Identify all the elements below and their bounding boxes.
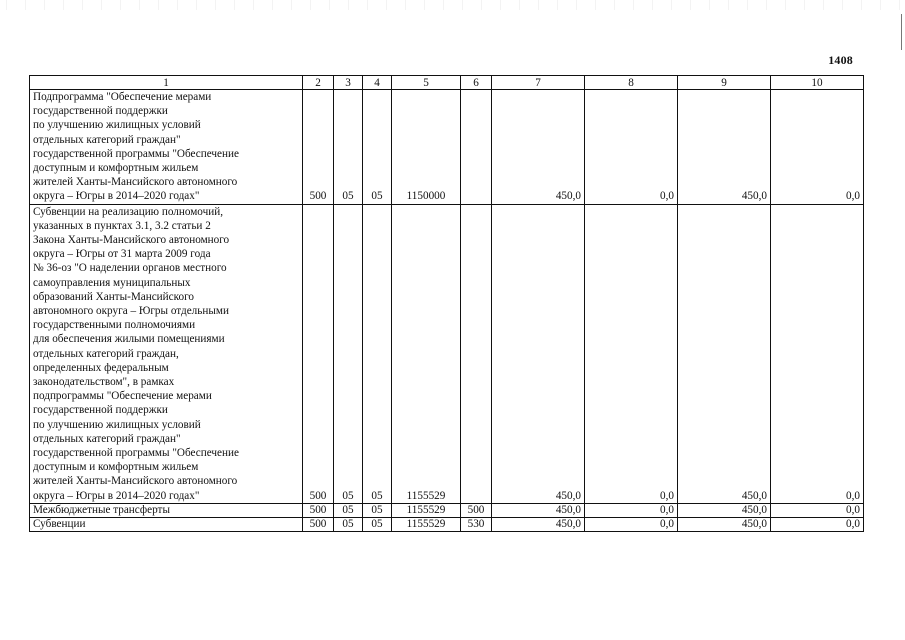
cell-col-2: 500 <box>303 204 334 503</box>
cell-col-7: 450,0 <box>492 517 585 531</box>
cell-col-8: 0,0 <box>585 517 678 531</box>
column-header-2: 2 <box>303 76 334 90</box>
column-header-5: 5 <box>392 76 461 90</box>
cell-col-9: 450,0 <box>678 503 771 517</box>
row-description: Субвенции <box>30 517 303 531</box>
column-header-4: 4 <box>363 76 392 90</box>
cell-col-7: 450,0 <box>492 90 585 205</box>
cell-col-10: 0,0 <box>771 503 864 517</box>
cell-col-6 <box>461 204 492 503</box>
cell-col-3: 05 <box>334 517 363 531</box>
scan-right-mark <box>901 14 902 50</box>
column-header-6: 6 <box>461 76 492 90</box>
table-row-subventions-description <box>30 204 864 503</box>
cell-col-6 <box>461 90 492 205</box>
row-description: Субвенции на реализацию полномочий, указанных в пунктах 3.1, 3.2 статьи 2 Закона Ханты-Мансийского автономного округа – Югры от 31 марта 2009 года № 36-оз "О наделении органов местного самоуправления муниципальных образований Ханты-Мансийского автономного округа – Югры отдельными государственными полномочиями для обеспечения жилыми помещениями отдельных категорий граждан, определенных федеральным законодательством", в рамках подпрограммы "Обеспечение мерами государственной поддержки по улучшению жилищных условий отдельных категорий граждан" государственной программы "Обеспечение доступным и комфортным жильем жителей Ханты-Мансийского автономного округа – Югры в 2014–2020 годах" <box>30 204 303 503</box>
cell-col-10: 0,0 <box>771 90 864 205</box>
cell-col-9: 450,0 <box>678 517 771 531</box>
budget-table <box>29 75 864 532</box>
row-description: Подпрограмма "Обеспечение мерами государственной поддержки по улучшению жилищных условий отдельных категорий граждан" государственной программы "Обеспечение доступным и комфортным жильем жителей Ханты-Мансийского автономного округа – Югры в 2014–2020 годах" <box>30 90 303 205</box>
cell-col-3: 05 <box>334 503 363 517</box>
cell-col-5: 1155529 <box>392 503 461 517</box>
cell-col-9: 450,0 <box>678 90 771 205</box>
scan-edge-artifact <box>0 0 905 10</box>
column-header-7: 7 <box>492 76 585 90</box>
cell-col-9: 450,0 <box>678 204 771 503</box>
cell-col-4: 05 <box>363 204 392 503</box>
cell-col-8: 0,0 <box>585 503 678 517</box>
column-header-1: 1 <box>30 76 303 90</box>
column-header-8: 8 <box>585 76 678 90</box>
row-description: Межбюджетные трансферты <box>30 503 303 517</box>
cell-col-10: 0,0 <box>771 517 864 531</box>
cell-col-4: 05 <box>363 503 392 517</box>
cell-col-4: 05 <box>363 517 392 531</box>
cell-col-2: 500 <box>303 517 334 531</box>
cell-col-2: 500 <box>303 503 334 517</box>
cell-col-2: 500 <box>303 90 334 205</box>
table-row-subventions <box>30 517 864 531</box>
cell-col-6: 500 <box>461 503 492 517</box>
column-header-9: 9 <box>678 76 771 90</box>
cell-col-3: 05 <box>334 204 363 503</box>
cell-col-5: 1155529 <box>392 517 461 531</box>
table-row-subprogram <box>30 90 864 205</box>
table-header-row <box>30 76 864 90</box>
cell-col-3: 05 <box>334 90 363 205</box>
cell-col-8: 0,0 <box>585 90 678 205</box>
cell-col-5: 1155529 <box>392 204 461 503</box>
column-header-3: 3 <box>334 76 363 90</box>
cell-col-7: 450,0 <box>492 503 585 517</box>
page-number: 1408 <box>828 53 853 67</box>
column-header-10: 10 <box>771 76 864 90</box>
cell-col-10: 0,0 <box>771 204 864 503</box>
cell-col-8: 0,0 <box>585 204 678 503</box>
table-row-interbudget-transfers <box>30 503 864 517</box>
cell-col-6: 530 <box>461 517 492 531</box>
cell-col-5: 1150000 <box>392 90 461 205</box>
cell-col-4: 05 <box>363 90 392 205</box>
cell-col-7: 450,0 <box>492 204 585 503</box>
